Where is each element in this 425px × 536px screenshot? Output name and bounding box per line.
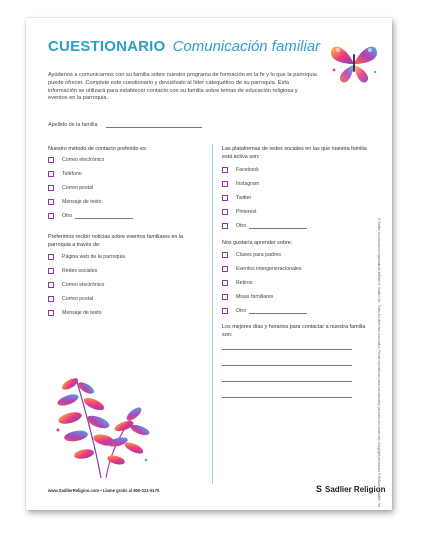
- title-main: CUESTIONARIO: [48, 38, 166, 55]
- checkbox[interactable]: [48, 296, 54, 302]
- checkbox[interactable]: [48, 268, 54, 274]
- option-email[interactable]: Correo electrónico: [48, 282, 104, 288]
- option-social-media[interactable]: Redes sociales: [48, 268, 97, 274]
- title-sub: Comunicación familiar: [172, 38, 321, 55]
- option-email[interactable]: Correo electrónico: [48, 157, 104, 163]
- option-parent-classes[interactable]: Clases para padres: [222, 252, 281, 258]
- sadlier-logo-icon: S: [316, 484, 323, 494]
- checkbox[interactable]: [222, 195, 228, 201]
- best-times-question: Los mejores días y horarios para contactar a nuestra familia son:: [222, 324, 366, 338]
- option-text-message[interactable]: Mensaje de texto: [48, 310, 102, 316]
- copyright-vertical-text: ® Sadlier es una marca registrada de William H. Sadlier, Inc. Todos los derechos reservados. Puede reproducirse para uso educativo (no para uso comercial). Copyright permission ® William H. Sadlier, Inc.: [377, 218, 381, 509]
- worksheet-page: [26, 18, 392, 510]
- option-twitter[interactable]: Twitter: [222, 195, 251, 201]
- answer-line[interactable]: [222, 349, 352, 350]
- checkbox[interactable]: [48, 171, 54, 177]
- checkbox[interactable]: [48, 310, 54, 316]
- checkbox[interactable]: [222, 294, 228, 300]
- checkbox[interactable]: [222, 181, 228, 187]
- intro-paragraph: Ayúdenos a comunicarnos con su familia sobre nuestro programa de formación en la fe y lo que la parroquia puede ofrecer. Complete este cuestionario y devuélvalo al líder catequético de su parroquia. Esta información se utilizará para establecer contacto con su familia sobre temas de educación religiosa y eventos en la parroquia.: [48, 72, 317, 102]
- option-postal-mail[interactable]: Correo postal: [48, 296, 93, 302]
- checkbox[interactable]: [48, 199, 54, 205]
- checkbox[interactable]: [48, 213, 54, 219]
- option-pinterest[interactable]: Pinterest: [222, 209, 256, 215]
- event-news-question: Preferimos recibir noticias sobre eventos familiares en la parroquia a través de:: [48, 234, 184, 248]
- footer-contact: www.SadlierReligion.com • Llame gratis al 800-221-5175: [48, 488, 160, 493]
- leaf-branch-illustration: [46, 370, 156, 480]
- option-parish-website[interactable]: Página web de la parroquia: [48, 254, 125, 260]
- option-retreats[interactable]: Retiros: [222, 280, 252, 286]
- checkbox[interactable]: [222, 252, 228, 258]
- contact-method-question: Nuestro método de contacto preferido es:: [48, 146, 148, 152]
- answer-line[interactable]: [222, 381, 352, 382]
- brand-logo: [316, 484, 385, 494]
- checkbox[interactable]: [222, 308, 228, 314]
- checkbox[interactable]: [48, 282, 54, 288]
- option-instagram[interactable]: Instagram: [222, 181, 259, 187]
- checkbox[interactable]: [222, 266, 228, 272]
- answer-line[interactable]: [222, 365, 352, 366]
- option-other[interactable]: Otro: [222, 223, 307, 229]
- social-platforms-question: Las plataformas de redes sociales en las que nuestra familia está activa son:: [222, 146, 367, 160]
- learn-about-question: Nos gustaría aprender sobre:: [222, 240, 293, 246]
- option-intergenerational-events[interactable]: Eventos intergeneracionales: [222, 266, 301, 272]
- other-text-field[interactable]: [249, 309, 307, 314]
- checkbox[interactable]: [48, 254, 54, 260]
- other-text-field[interactable]: [75, 214, 133, 219]
- checkbox[interactable]: [222, 280, 228, 286]
- other-text-field[interactable]: [249, 224, 307, 229]
- answer-line[interactable]: [222, 397, 352, 398]
- option-other[interactable]: Otro: [48, 213, 133, 219]
- brand-name: Sadlier Religion: [325, 484, 386, 494]
- column-divider: [212, 144, 213, 484]
- option-other[interactable]: Otro: [222, 308, 307, 314]
- option-facebook[interactable]: Facebook: [222, 167, 259, 173]
- family-name-field[interactable]: [106, 127, 202, 128]
- checkbox[interactable]: [222, 167, 228, 173]
- checkbox[interactable]: [222, 223, 228, 229]
- option-text-message[interactable]: Mensaje de texto: [48, 199, 102, 205]
- butterfly-illustration: [328, 40, 380, 86]
- page-title: [48, 38, 320, 55]
- option-phone[interactable]: Teléfono: [48, 171, 82, 177]
- option-postal-mail[interactable]: Correo postal: [48, 185, 93, 191]
- checkbox[interactable]: [222, 209, 228, 215]
- option-family-masses[interactable]: Misas familiares: [222, 294, 273, 300]
- checkbox[interactable]: [48, 157, 54, 163]
- checkbox[interactable]: [48, 185, 54, 191]
- family-name-label: Apellido de la familia: [48, 122, 98, 128]
